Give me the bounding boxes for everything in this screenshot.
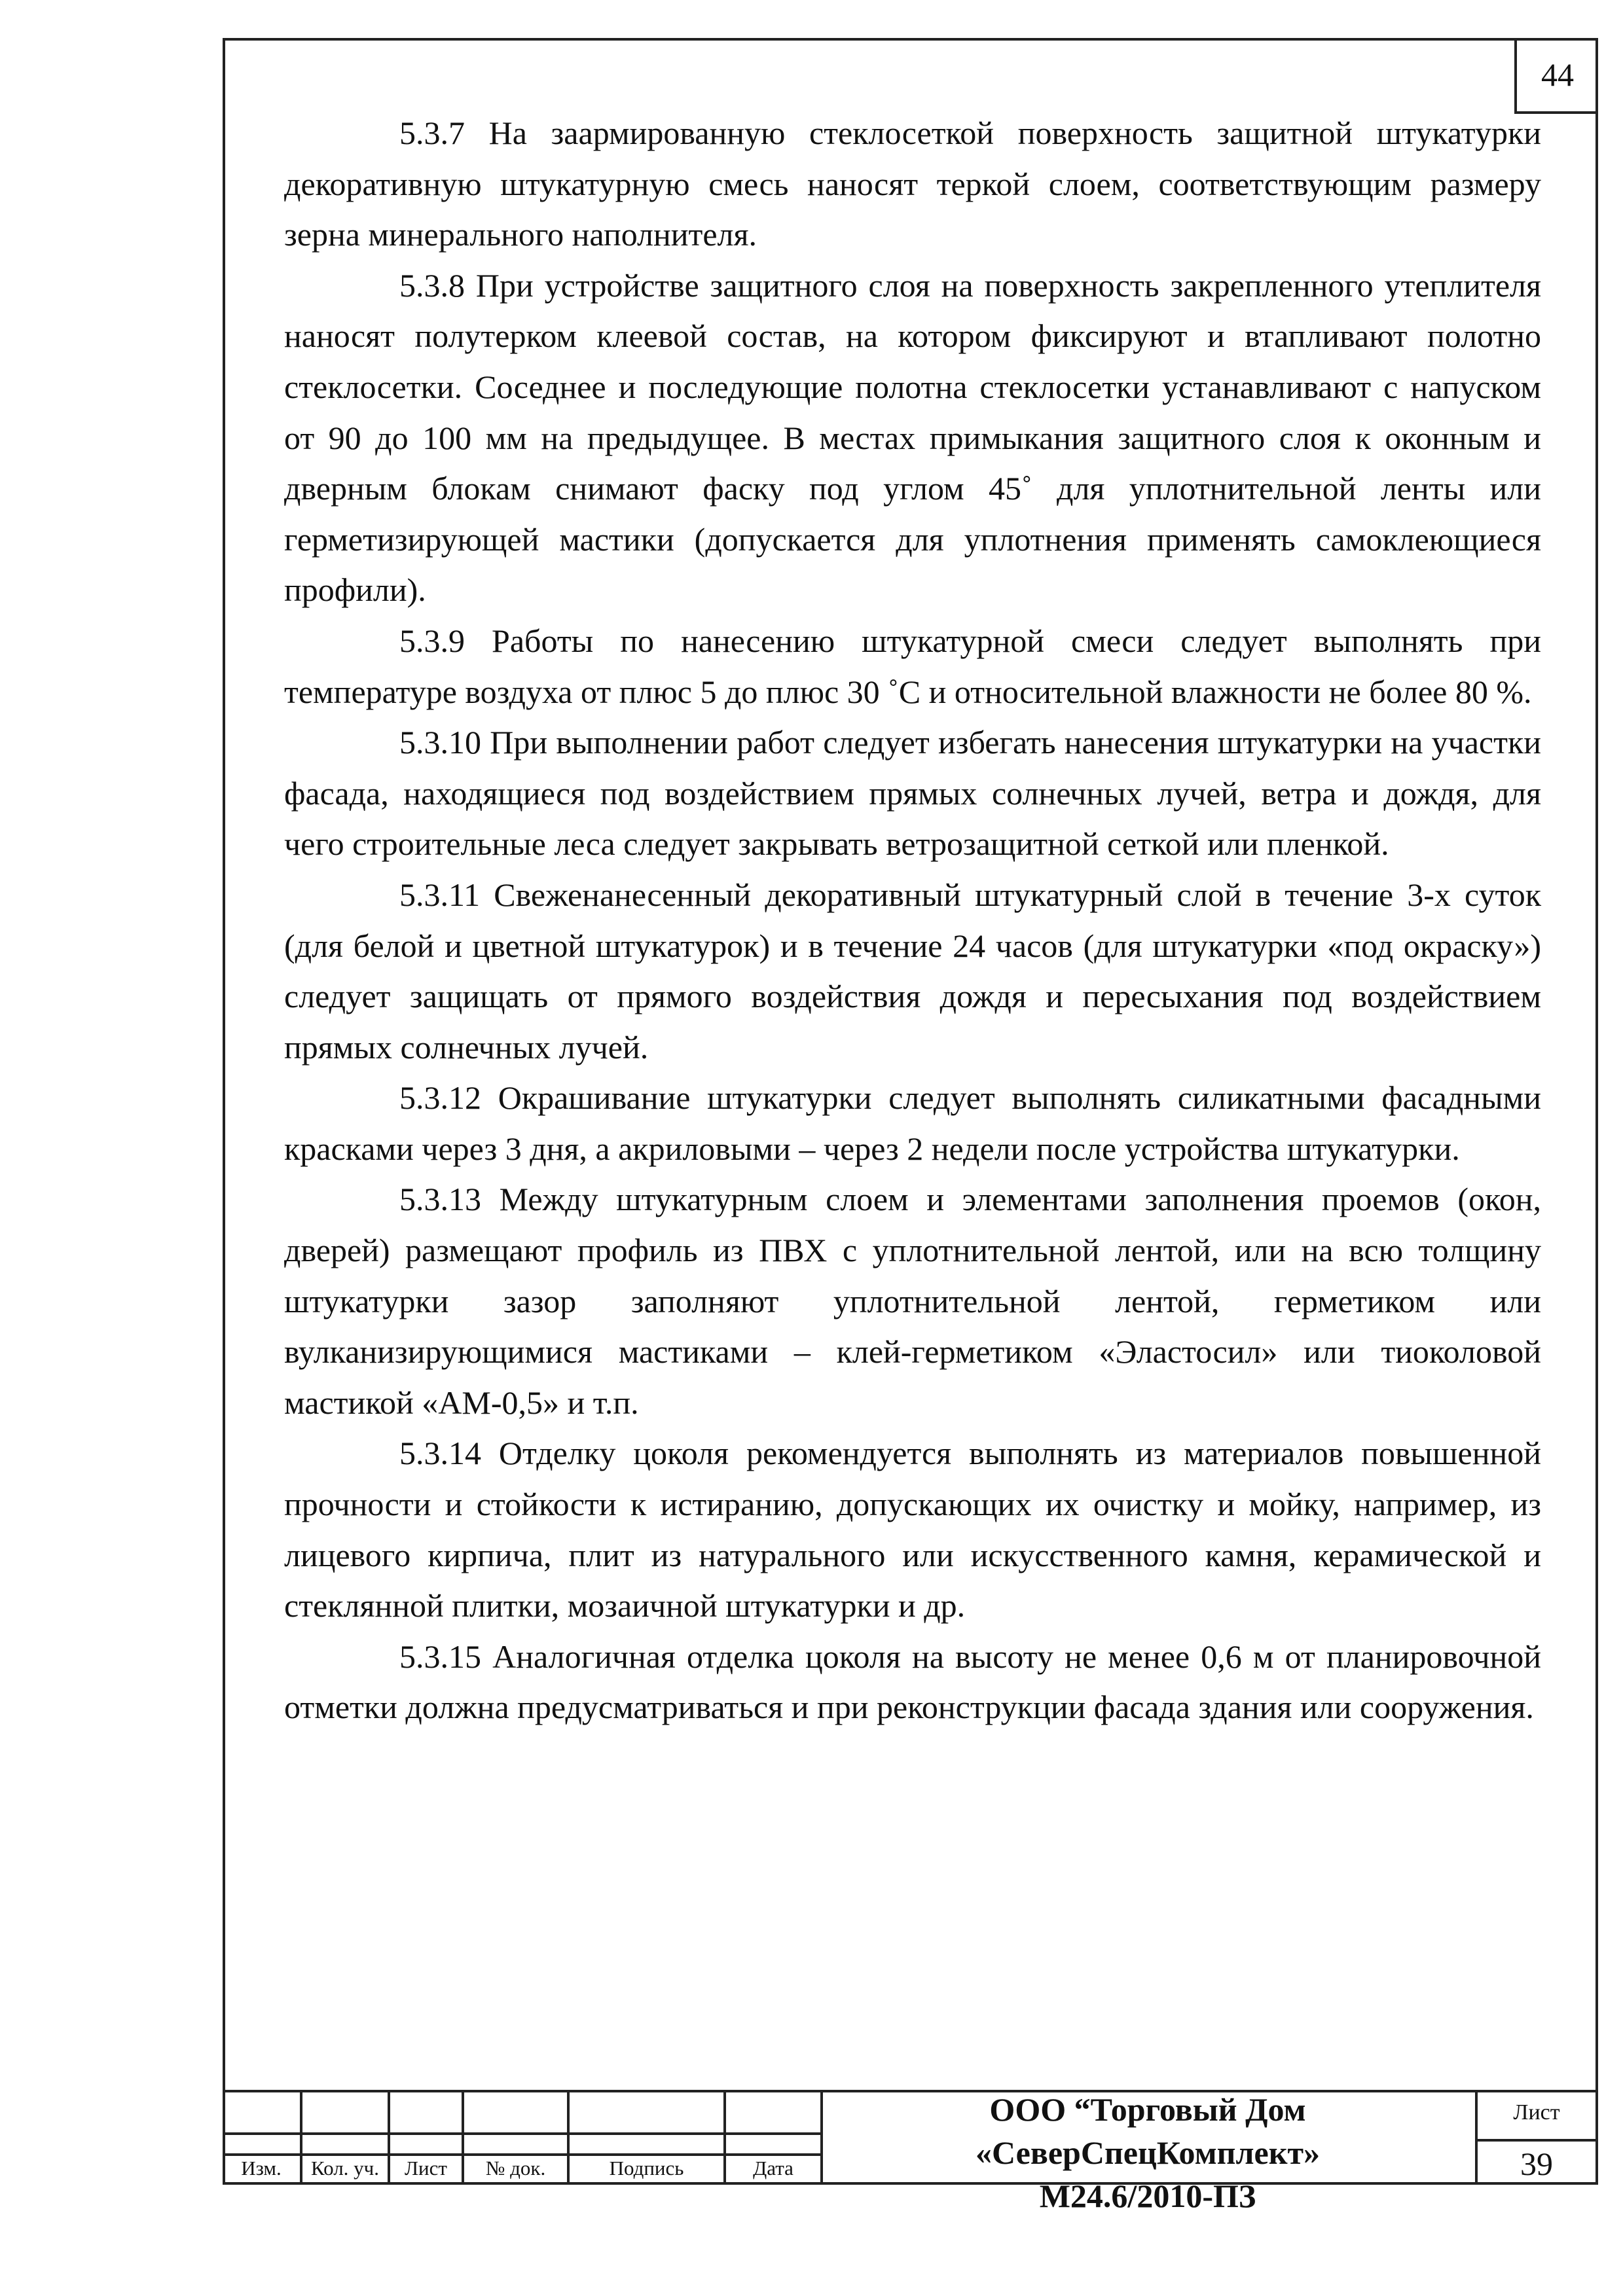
paragraph-5-3-14: 5.3.14 Отделку цоколя рекомендуется выполнять из материалов повышенной прочности и стойкости к истиранию, допускающих их очистку и мойку, например, из лицевого кирпича, плит из натурального или искусственного камня, керамической и стеклянной плитки, мозаичной штукатурки и др. xyxy=(284,1435,1541,1624)
company-name-line-1: ООО “Торговый Дом xyxy=(989,2091,1306,2128)
paragraph-5-3-13: 5.3.13 Между штукатурным слоем и элементами заполнения проемов (окон, дверей) размещают профиль из ПВХ с уплотнительной лентой, или на всю толщину штукатурки зазор заполняют уплотнительной лентой, герметиком или вулканизирующимися мастиками – клей-герметиком «Эластосил» или тиоколовой мастикой «АМ-0,5» и т.п. xyxy=(284,1181,1541,1421)
paragraph-5-3-8: 5.3.8 При устройстве защитного слоя на поверхность закрепленного утеплителя наносят полутерком клеевой состав, на котором фиксируют и втапливают полотно стеклосетки. Соседнее и последующие полотна стеклосетки устанавливают с напуском от 90 до 100 мм на предыдущее. В местах примыкания защитного слоя к оконным и дверным блокам снимают фаску под углом 45˚ для уплотнительной ленты или герметизирующей мастики (допускается для уплотнения применять самоклеющиеся профили). xyxy=(284,266,1541,609)
paragraph-5-3-15: 5.3.15 Аналогичная отделка цоколя на высоту не менее 0,6 м от планировочной отметки должна предусматриваться и при реконструкции фасада здания или сооружения. xyxy=(284,1638,1541,1726)
header-doc-number: № док. xyxy=(485,2157,546,2179)
document-body xyxy=(284,108,1541,1733)
paragraph-5-3-9: 5.3.9 Работы по нанесению штукатурной смеси следует выполнять при температуре воздуха от плюс 5 до плюс 30 ˚С и относительной влажности не более 80 %. xyxy=(284,622,1541,710)
paragraph-5-3-11: 5.3.11 Свеженанесенный декоративный штукатурный слой в течение 3-х суток (для белой и цветной штукатурок) и в течение 24 часов (для штукатурки «под окраску») следует защищать от прямого воздействия дождя и пересыхания под воздействием прямых солнечных лучей. xyxy=(284,876,1541,1066)
sheet-number: 39 xyxy=(1520,2145,1553,2182)
paragraph-5-3-12: 5.3.12 Окрашивание штукатурки следует выполнять силикатными фасадными красками через 3 дня, а акриловыми – через 2 недели после устройства штукатурки. xyxy=(284,1079,1541,1167)
page-number-top: 44 xyxy=(1514,38,1598,114)
header-kol-uch: Кол. уч. xyxy=(310,2157,380,2179)
header-date: Дата xyxy=(753,2157,793,2179)
company-name-line-2: «СеверСпецКомплект» xyxy=(975,2134,1321,2171)
title-block-mid-line-1 xyxy=(223,2132,820,2135)
header-signature: Подпись xyxy=(609,2157,684,2179)
paragraph-5-3-10: 5.3.10 При выполнении работ следует избегать нанесения штукатурки на участки фасада, находящиеся под воздействием прямых солнечных лучей, ветра и дождя, для чего строительные леса следует закрывать ветрозащитной сеткой или пленкой. xyxy=(284,724,1541,863)
header-izm: Изм. xyxy=(241,2157,282,2179)
header-list: Лист xyxy=(405,2157,447,2179)
document-code: М24.6/2010-ПЗ xyxy=(1039,2178,1256,2214)
paragraph-5-3-7: 5.3.7 На заармированную стеклосеткой поверхность защитной штукатурки декоративную штукатурную смесь наносят теркой слоем, соответствующим размеру зерна минерального наполнителя. xyxy=(284,115,1541,253)
title-block-title xyxy=(820,2088,1475,2217)
sheet-label: Лист xyxy=(1513,2100,1560,2125)
title-block-sheet-divider xyxy=(1475,2139,1598,2142)
